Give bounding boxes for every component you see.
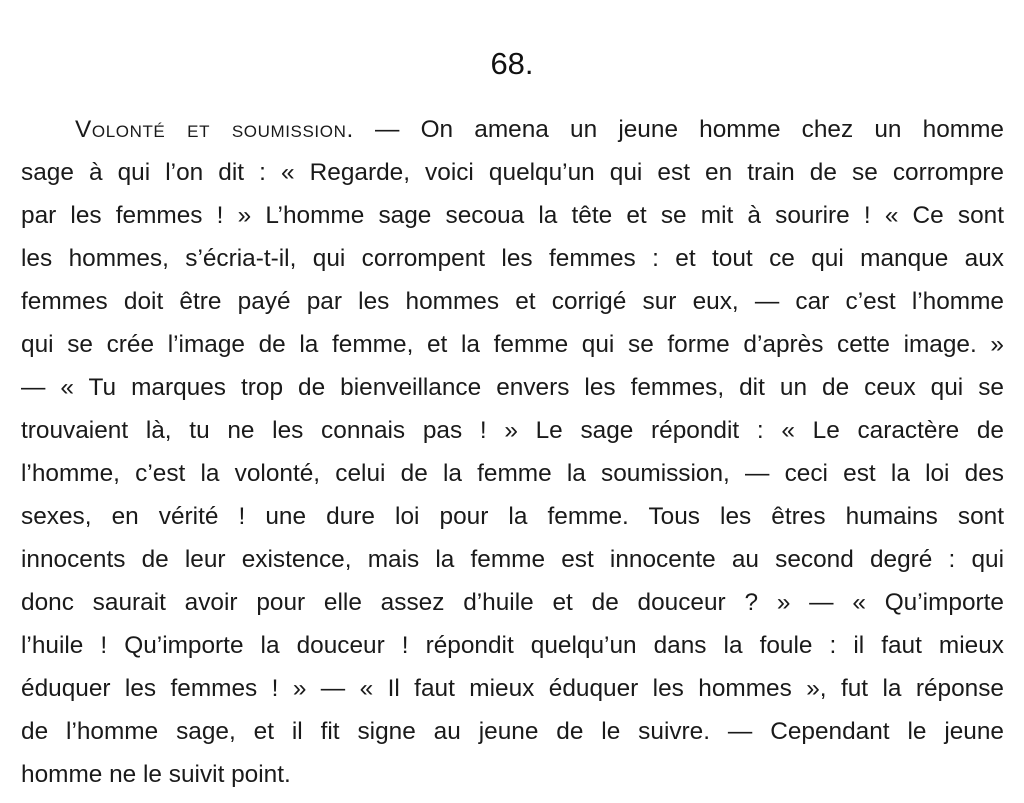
text-line <box>21 108 1004 151</box>
text-line: l’homme, c’est la volonté, celui de la femme la soumission, — ceci est la loi des <box>21 460 1004 487</box>
text-line: l’huile ! Qu’importe la douceur ! répondit quelqu’un dans la foule : il faut mieux <box>21 632 1004 659</box>
text-line: donc saurait avoir pour elle assez d’huile et de douceur ? » — « Qu’importe <box>21 589 1004 616</box>
text-line: qui se crée l’image de la femme, et la femme qui se forme d’après cette image. » <box>21 331 1004 358</box>
text-line: innocents de leur existence, mais la femme est innocente au second degré : qui <box>21 546 1004 573</box>
aphorism-title: Volonté et soumission. <box>75 116 354 143</box>
aphorism-text <box>21 108 1004 796</box>
text-line: sexes, en vérité ! une dure loi pour la femme. Tous les êtres humains sont <box>21 503 1004 530</box>
text-line-content: — On amena un jeune homme chez un homme <box>353 116 1004 143</box>
text-line: homme ne le suivit point. <box>21 761 291 788</box>
text-line: éduquer les femmes ! » — « Il faut mieux éduquer les hommes », fut la réponse <box>21 675 1004 702</box>
text-line: de l’homme sage, et il fit signe au jeune de le suivre. — Cependant le jeune <box>21 718 1004 745</box>
text-line: par les femmes ! » L’homme sage secoua la tête et se mit à sourire ! « Ce sont <box>21 202 1004 229</box>
text-line: — « Tu marques trop de bienveillance envers les femmes, dit un de ceux qui se <box>21 374 1004 401</box>
text-line: les hommes, s’écria-t-il, qui corrompent les femmes : et tout ce qui manque aux <box>21 245 1004 272</box>
text-line: femmes doit être payé par les hommes et corrigé sur eux, — car c’est l’homme <box>21 288 1004 315</box>
aphorism-number: 68. <box>490 46 534 81</box>
text-line: sage à qui l’on dit : « Regarde, voici quelqu’un qui est en train de se corrompre <box>21 159 1004 186</box>
text-line: trouvaient là, tu ne les connais pas ! » Le sage répondit : « Le caractère de <box>21 417 1004 444</box>
